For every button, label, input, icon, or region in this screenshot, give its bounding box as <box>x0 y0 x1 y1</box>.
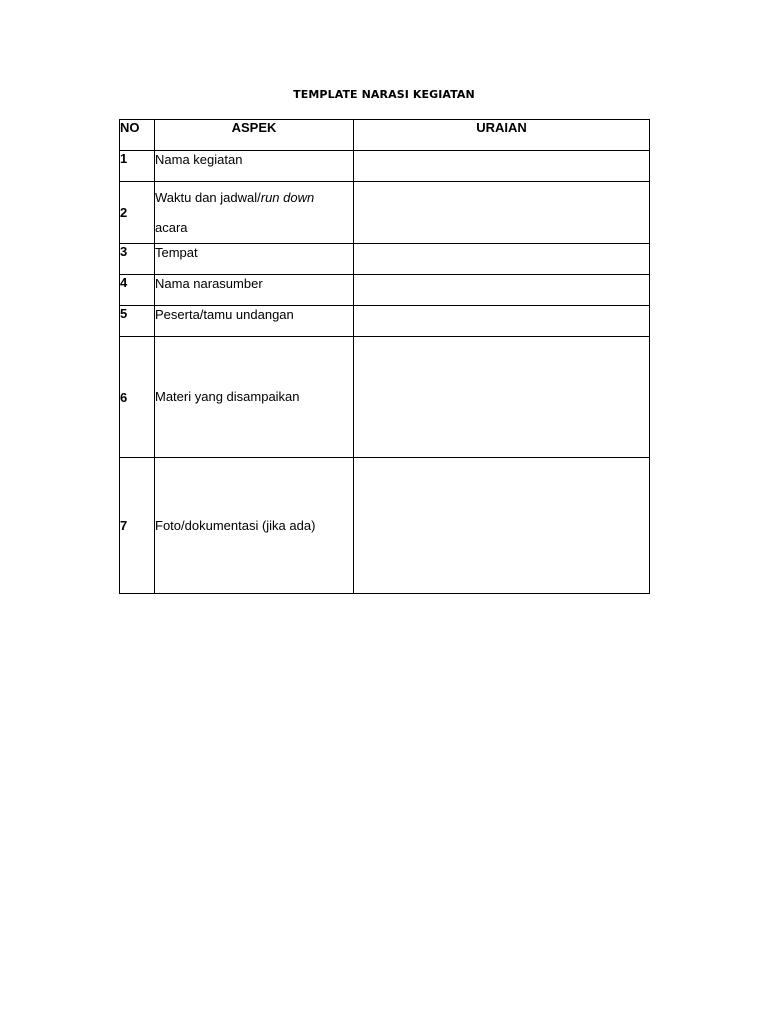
row-number: 3 <box>120 244 155 275</box>
row-aspek <box>155 337 354 458</box>
header-uraian: URAIAN <box>354 120 650 151</box>
row-aspek <box>155 244 354 275</box>
row-uraian-cell[interactable] <box>354 458 650 594</box>
table-row <box>120 151 650 182</box>
row-aspek <box>155 458 354 594</box>
row-number: 7 <box>120 458 155 594</box>
row-aspek <box>155 151 354 182</box>
row-number: 5 <box>120 306 155 337</box>
row-uraian-cell[interactable] <box>354 337 650 458</box>
document-title: TEMPLATE NARASI KEGIATAN <box>293 88 475 101</box>
aspek-text: Nama kegiatan <box>155 152 243 167</box>
row-uraian-cell[interactable] <box>354 275 650 306</box>
header-no: NO <box>120 120 155 151</box>
row-number: 1 <box>120 151 155 182</box>
narasi-table <box>119 119 650 594</box>
table-row <box>120 275 650 306</box>
table-row <box>120 458 650 594</box>
row-aspek <box>155 275 354 306</box>
aspek-text: Foto/dokumentasi (jika ada) <box>155 517 316 533</box>
table-row <box>120 337 650 458</box>
table-row <box>120 244 650 275</box>
header-aspek: ASPEK <box>155 120 354 151</box>
row-aspek <box>155 306 354 337</box>
row-uraian-cell[interactable] <box>354 182 650 244</box>
table-row <box>120 306 650 337</box>
aspek-text: Nama narasumber <box>155 276 263 291</box>
row-aspek <box>155 182 354 244</box>
aspek-text: Materi yang disampaikan <box>155 389 300 404</box>
row-uraian-cell[interactable] <box>354 306 650 337</box>
table-header-row <box>120 120 650 151</box>
aspek-text-prefix: Waktu dan jadwal/ <box>155 190 261 205</box>
row-number: 2 <box>120 182 155 244</box>
aspek-text-line-1 <box>155 182 353 213</box>
aspek-text: Peserta/tamu undangan <box>155 307 294 322</box>
row-number: 6 <box>120 337 155 458</box>
row-number: 4 <box>120 275 155 306</box>
aspek-text: Tempat <box>155 245 198 260</box>
aspek-text-italic: run down <box>260 190 315 205</box>
aspek-text-line-2: acara <box>155 220 188 235</box>
row-uraian-cell[interactable] <box>354 244 650 275</box>
row-uraian-cell[interactable] <box>354 151 650 182</box>
table-row <box>120 182 650 244</box>
